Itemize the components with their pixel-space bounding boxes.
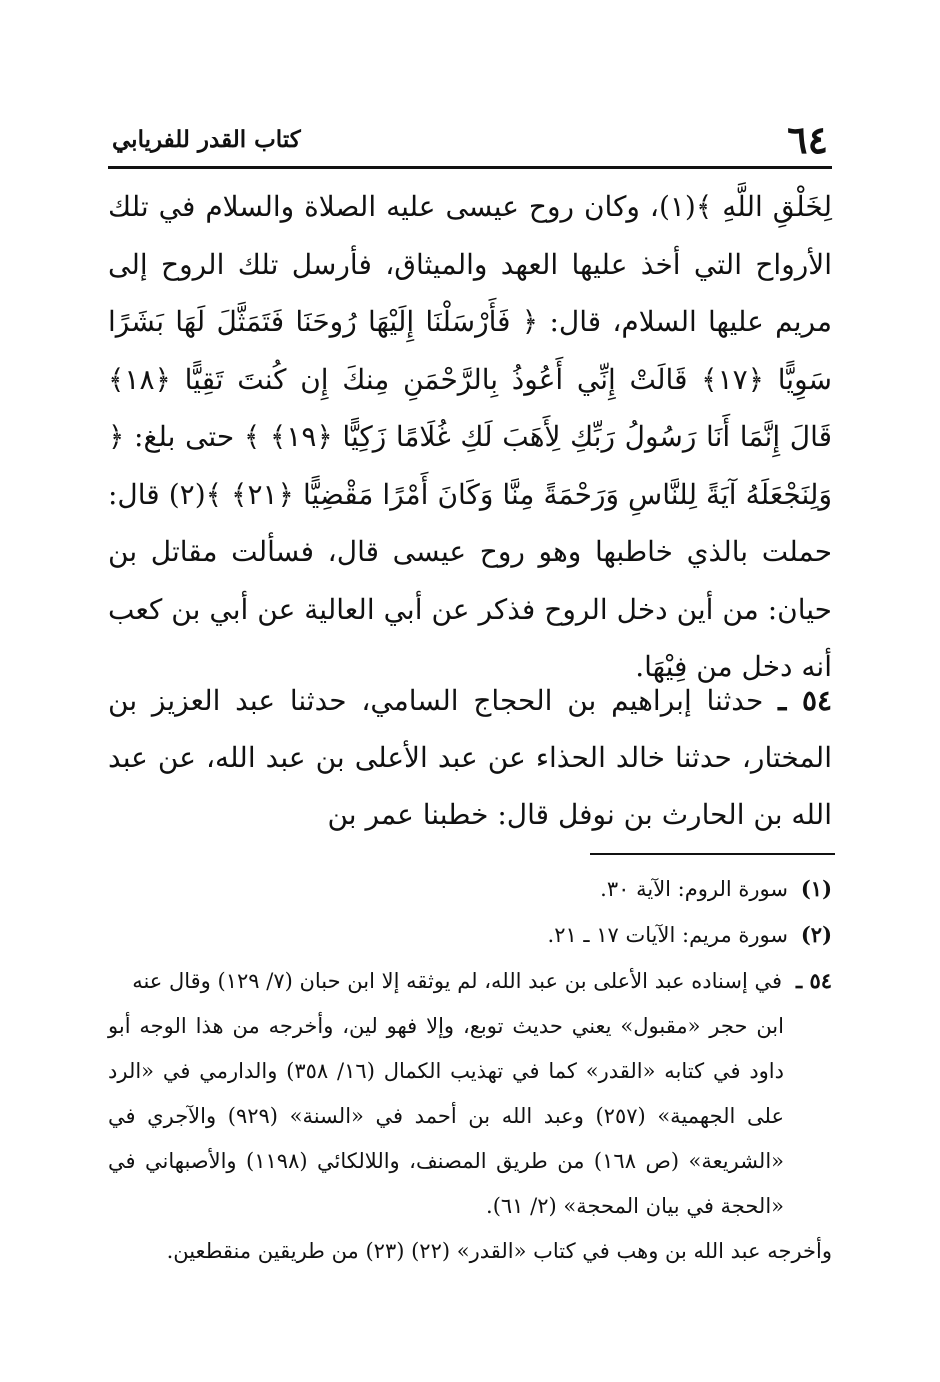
footnote-rule (590, 853, 835, 855)
footnote-1-text: سورة الروم: الآية ٣٠. (600, 877, 788, 901)
footnote-2-mark: (٢) (800, 922, 832, 947)
hadith-note-mark: ٥٤ ـ (795, 968, 832, 993)
header-rule (108, 166, 832, 169)
hadith-number: ٥٤ ـ (778, 684, 833, 717)
hadith-note-continuation: ابن حجر «مقبول» يعني حديث توبع، وإلا فهو لين، وأخرجه من هذا الوجه أبو داود في كتابه «القدر» كما في تهذيب الكمال (١٦/ ٣٥٨) والدارمي في «الرد على الجهمية» (٢٥٧) وعبد الله بن أحمد في «السنة» (٩٢٩) والآجري في «الشريعة» (ص ١٦٨) من طريق المصنف، واللالكائي (١١٩٨) والأصبهاني في «الحجة في بيان المحجة» (٢/ ٦١). (108, 1014, 785, 1218)
hadith-note-first-line (108, 958, 832, 1004)
main-paragraph-block (108, 178, 832, 696)
footnote-2 (108, 912, 832, 958)
page-number: ٦٤ (787, 117, 828, 162)
footnote-2-text: سورة مريم: الآيات ١٧ ـ ٢١. (547, 923, 788, 947)
main-paragraph: لِخَلْقِ اللَّهِ ﴾(١)، وكان روح عيسى عليه الصلاة والسلام في تلك الأرواح التي أخذ عليها العهد والميثاق، فأرسل تلك الروح إلى مريم عليها السلام، قال: ﴿ فَأَرْسَلْنَا إِلَيْهَا رُوحَنَا فَتَمَثَّلَ لَهَا بَشَرًا سَوِيًّا ﴿١٧﴾ قَالَتْ إِنِّي أَعُوذُ بِالرَّحْمَنِ مِنكَ إِن كُنتَ تَقِيًّا ﴿١٨﴾ قَالَ إِنَّمَا أَنَا رَسُولُ رَبِّكِ لِأَهَبَ لَكِ غُلَامًا زَكِيًّا ﴿١٩﴾ ﴾ حتى بلغ: ﴿ وَلِنَجْعَلَهُ آيَةً لِلنَّاسِ وَرَحْمَةً مِنَّا وَكَانَ أَمْرًا مَقْضِيًّا ﴿٢١﴾ ﴾(٢) قال: حملت بالذي خاطبها وهو روح عيسى قال، فسألت مقاتل بن حيان: من أين دخل الروح فذكر عن أبي العالية عن أبي بن كعب أنه دخل من فِيْهَا. (108, 190, 833, 683)
hadith-paragraph (108, 672, 832, 843)
hadith-text: حدثنا إبراهيم بن الحجاج السامي، حدثنا عبد العزيز بن المختار، حدثنا خالد الحذاء عن عبد الأعلى بن عبد الله، عن عبد الله بن الحارث بن نوفل قال: خطبنا عمر بن (108, 684, 832, 831)
hadith-note-additional: وأخرجه عبد الله بن وهب في كتاب «القدر» (٢٢) (٢٣) من طريقين منقطعين. (166, 1239, 832, 1263)
footnote-1-mark: (١) (800, 876, 832, 901)
footnotes (108, 866, 832, 1274)
hadith-note-first-text: في إسناده عبد الأعلى بن عبد الله، لم يوثقه إلا ابن حبان (٧/ ١٢٩) وقال عنه (132, 969, 782, 993)
footnote-1 (108, 866, 832, 912)
page-header (112, 118, 828, 162)
book-title: كتاب القدر للفريابي (112, 126, 301, 153)
hadith-block (108, 672, 832, 843)
